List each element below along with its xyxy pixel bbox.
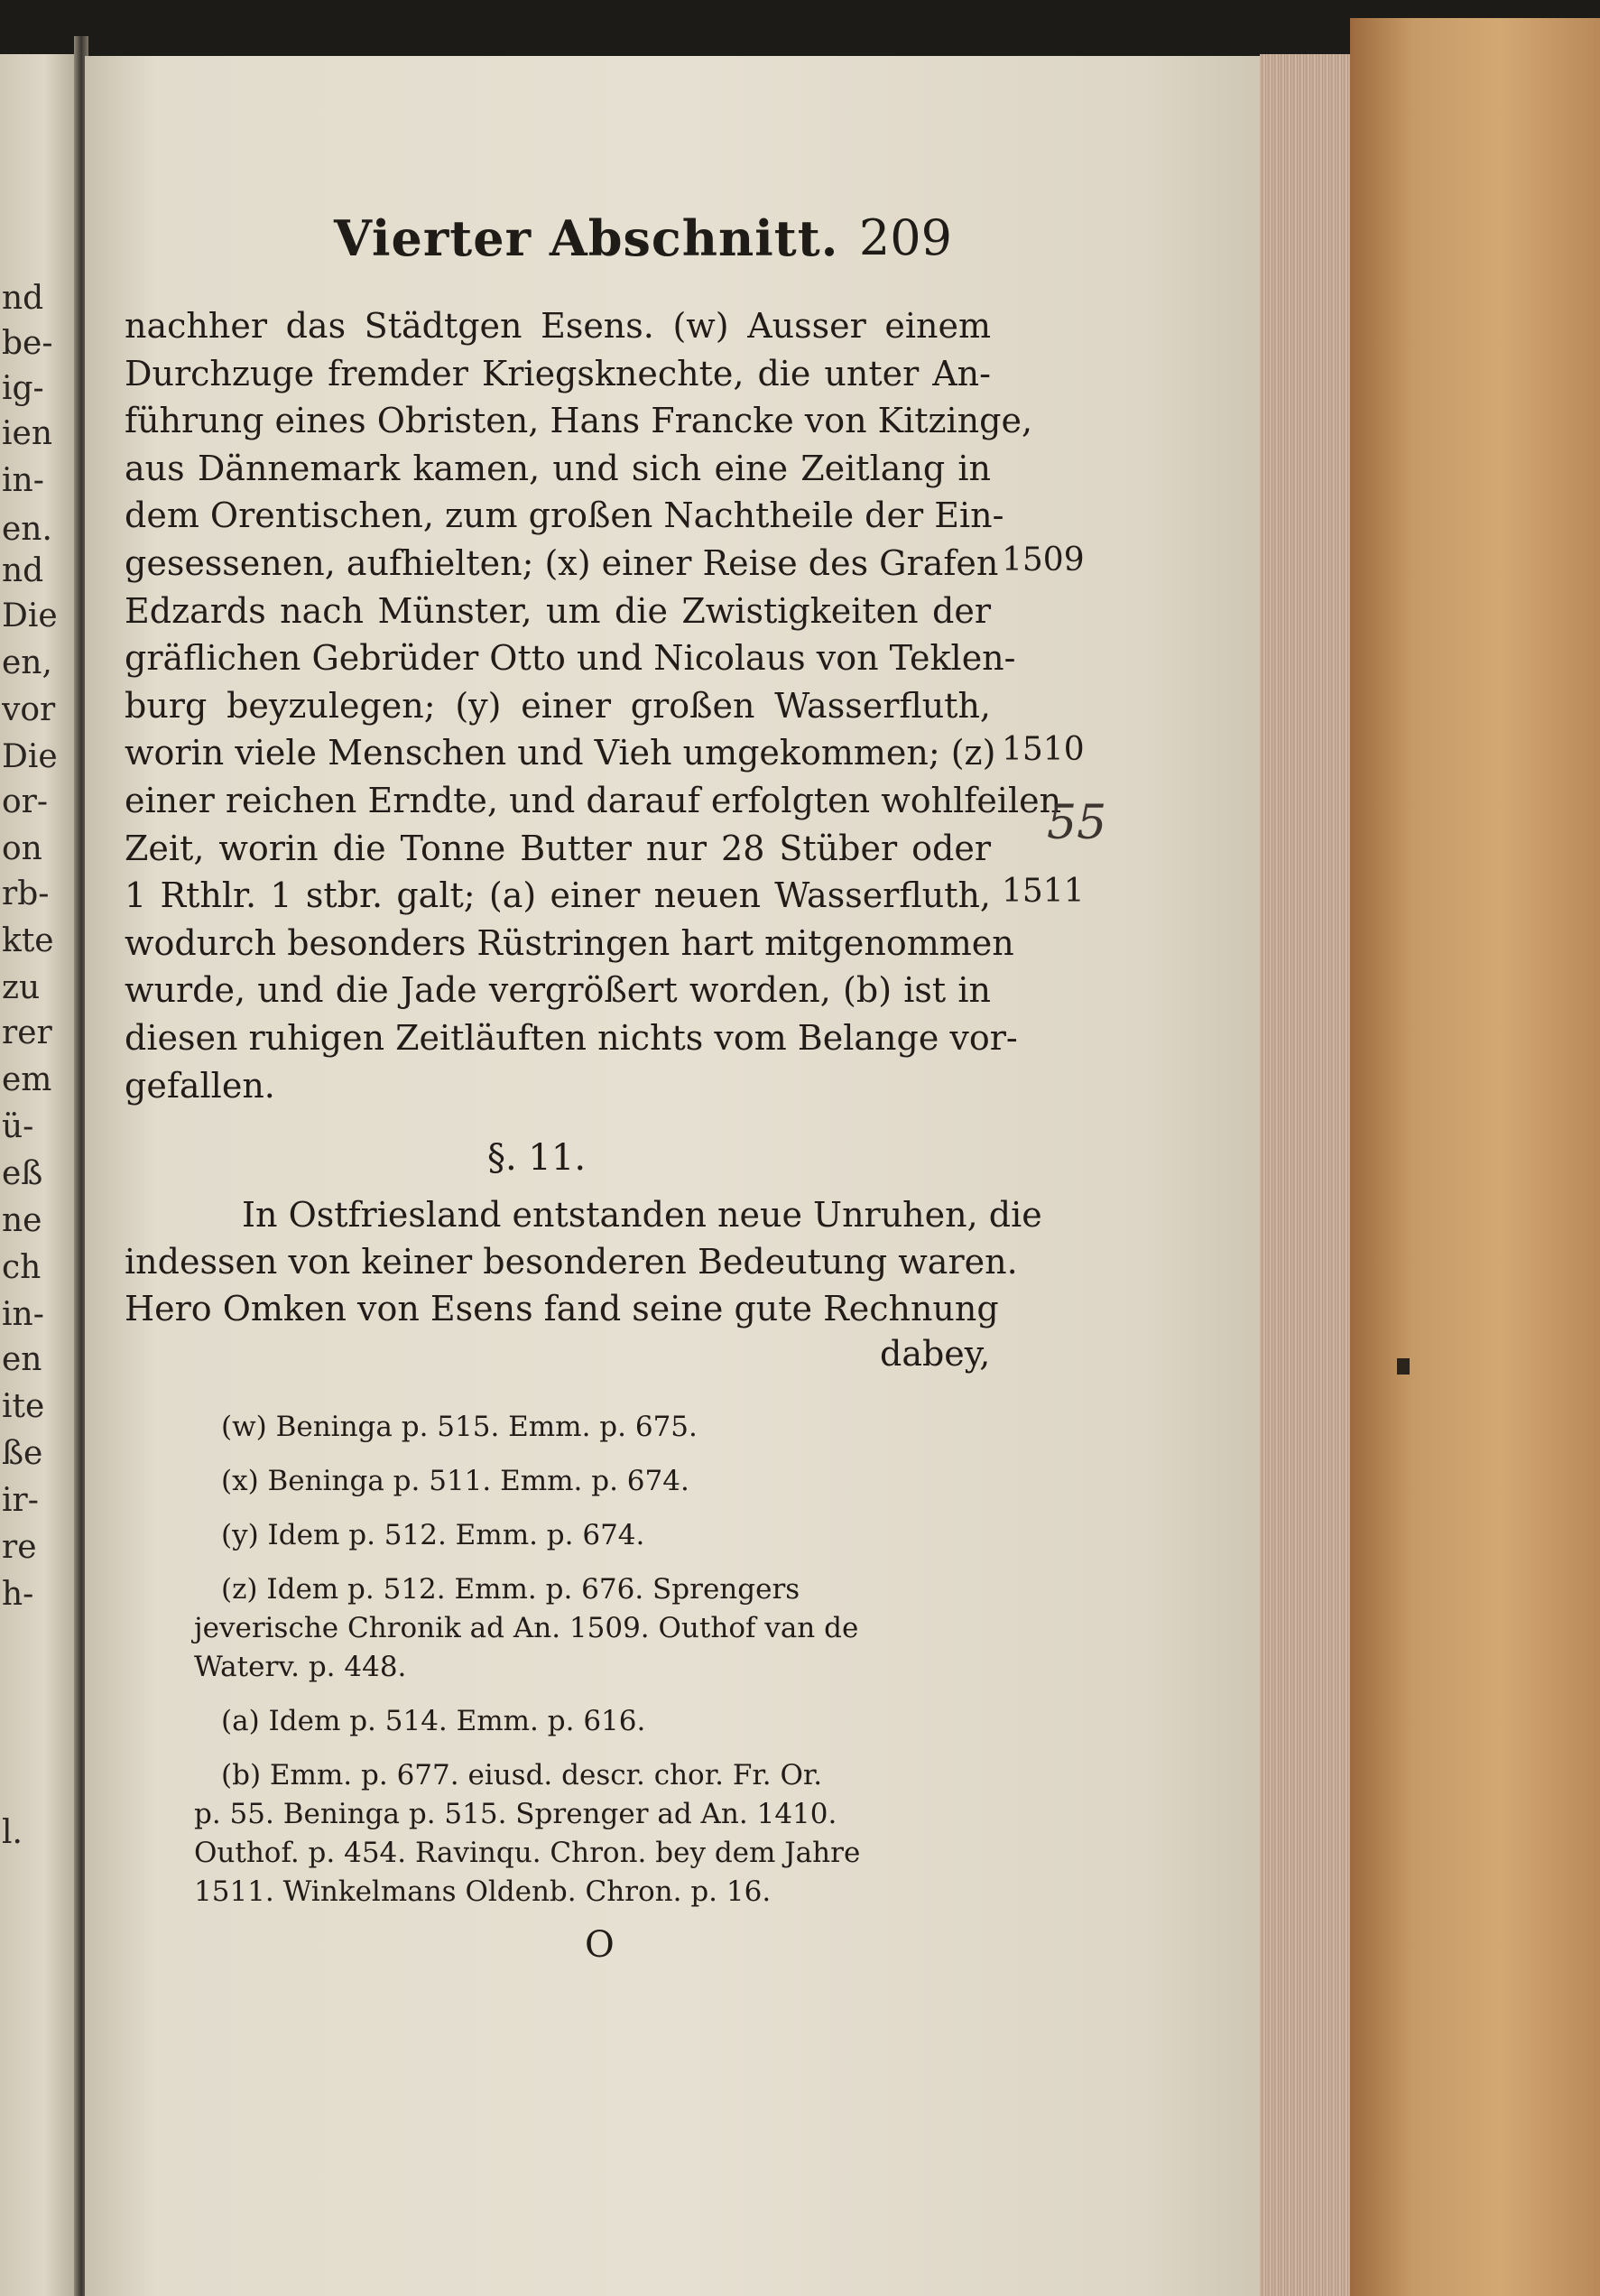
footnote xyxy=(221,1408,993,1447)
facing-page-fragment: h- xyxy=(2,1576,34,1613)
footnote-line: Waterv. p. 448. xyxy=(194,1651,407,1683)
footnote-line: (y) Idem p. 512. Emm. p. 674. xyxy=(221,1519,645,1551)
text-line: gräflichen Gebrüder Otto und Nicolaus von Teklen- xyxy=(125,638,1016,679)
text-line: Edzards nach Münster, um die Zwistigkeiten der xyxy=(125,590,991,631)
facing-page-fragment: l. xyxy=(2,1814,23,1851)
facing-page-fragment: in- xyxy=(2,1296,44,1333)
facing-page-fragment: nd xyxy=(2,280,44,317)
facing-page-fragment: be- xyxy=(2,325,53,362)
footnotes xyxy=(194,1408,993,1927)
facing-page-fragment: zu xyxy=(2,969,41,1006)
facing-page-fragment: Die xyxy=(2,597,58,634)
facing-page-fragment: on xyxy=(2,830,42,867)
facing-page-fragment: ig- xyxy=(2,370,44,407)
facing-page-fragment: en xyxy=(2,1341,42,1378)
facing-page-fragment: en. xyxy=(2,511,52,548)
footnote-line: (a) Idem p. 514. Emm. p. 616. xyxy=(221,1705,646,1737)
text-line: 1 Rthlr. 1 stbr. galt; (a) einer neuen Wasserfluth, xyxy=(125,875,991,916)
footnote-line: (z) Idem p. 512. Emm. p. 676. Sprengers xyxy=(221,1573,800,1606)
section-paragraph xyxy=(125,1191,1042,1332)
facing-page-fragment: re xyxy=(2,1529,37,1566)
text-line: einer reichen Erndte, und darauf erfolgten wohlfeilen xyxy=(125,780,1062,820)
facing-page-fragment: in- xyxy=(2,462,44,499)
facing-page-fragment: eß xyxy=(2,1155,43,1192)
facing-page-fragment: kte xyxy=(2,922,54,959)
facing-page-fragment: em xyxy=(2,1061,52,1098)
catchword: dabey, xyxy=(880,1334,991,1374)
text-line: führung eines Obristen, Hans Francke von Kitzinge, xyxy=(125,401,1033,441)
page-number: 209 xyxy=(858,209,952,266)
facing-page-fragment: nd xyxy=(2,552,44,589)
facing-page-fragment: ite xyxy=(2,1388,45,1425)
text-line: nachher das Städtgen Esens. (w) Ausser einem xyxy=(125,306,991,346)
pencil-annotation: 55 xyxy=(1047,796,1107,850)
footnote xyxy=(221,1462,993,1501)
page-title: Vierter Abschnitt. xyxy=(334,209,839,267)
cover-mark xyxy=(1397,1358,1410,1375)
footnote-line: jeverische Chronik ad An. 1509. Outhof van de xyxy=(194,1612,859,1644)
facing-page-fragment: ien xyxy=(2,415,53,452)
footnote-line: (b) Emm. p. 677. eiusd. descr. chor. Fr. Or. xyxy=(221,1759,823,1791)
facing-page-fragment: or- xyxy=(2,783,49,820)
facing-page-fragment: rer xyxy=(2,1014,52,1051)
footnote-line: Outhof. p. 454. Ravinqu. Chron. bey dem Jahre xyxy=(194,1837,861,1869)
margin-year: 1510 xyxy=(1002,731,1085,768)
facing-page-fragment: en, xyxy=(2,644,52,681)
text-line: aus Dännemark kamen, und sich eine Zeitlang in xyxy=(125,448,991,488)
text-line: gesessenen, aufhielten; (x) einer Reise des Grafen xyxy=(125,542,999,583)
text-line: Zeit, worin die Tonne Butter nur 28 Stüber oder xyxy=(125,828,991,868)
facing-page-fragment: Die xyxy=(2,738,58,775)
facing-page-fragment: ne xyxy=(2,1202,42,1239)
text-line: wurde, und die Jade vergrößert worden, (b) ist in xyxy=(125,970,991,1011)
text-line: Hero Omken von Esens fand seine gute Rechnung xyxy=(125,1289,999,1329)
footnote-line: (w) Beninga p. 515. Emm. p. 675. xyxy=(221,1411,698,1443)
footnote-line: p. 55. Beninga p. 515. Sprenger ad An. 1410. xyxy=(194,1798,837,1830)
text-line: diesen ruhigen Zeitläuften nichts vom Belange vor- xyxy=(125,1017,1018,1058)
footnote-line: (x) Beninga p. 511. Emm. p. 674. xyxy=(221,1465,689,1497)
facing-page-fragment: vor xyxy=(2,691,56,728)
book-cover-edge xyxy=(1350,18,1600,2296)
footnote xyxy=(194,1756,993,1912)
running-header xyxy=(334,209,966,282)
page-block-edges xyxy=(1260,54,1350,2296)
signature-mark: O xyxy=(585,1924,615,1966)
section-heading: §. 11. xyxy=(487,1137,587,1179)
text-line: wodurch besonders Rüstringen hart mitgenommen xyxy=(125,922,1014,963)
text-line: gefallen. xyxy=(125,1065,275,1106)
text-line: Durchzuge fremder Kriegsknechte, die unter An- xyxy=(125,353,991,393)
facing-page-fragment: ße xyxy=(2,1435,43,1472)
text-line: indessen von keiner besonderen Bedeutung waren. xyxy=(125,1242,1018,1282)
facing-page-fragment: ü- xyxy=(2,1108,34,1145)
footnote xyxy=(194,1570,993,1687)
text-line: In Ostfriesland entstanden neue Unruhen, die xyxy=(242,1195,1042,1235)
text-line: burg beyzulegen; (y) einer großen Wasserfluth, xyxy=(125,685,991,726)
margin-year: 1509 xyxy=(1002,542,1085,579)
footnote xyxy=(221,1516,993,1555)
footnote xyxy=(221,1702,993,1741)
text-line: dem Orentischen, zum großen Nachtheile der Ein- xyxy=(125,495,1004,536)
margin-year: 1511 xyxy=(1002,873,1085,910)
facing-page-fragment: ir- xyxy=(2,1482,39,1519)
facing-page-fragment: rb- xyxy=(2,875,50,912)
footnote-line: 1511. Winkelmans Oldenb. Chron. p. 16. xyxy=(194,1875,772,1908)
facing-page-edge xyxy=(0,54,74,2296)
facing-page-fragment: ch xyxy=(2,1249,42,1286)
text-line: worin viele Menschen und Vieh umgekommen; (z) xyxy=(125,733,996,773)
